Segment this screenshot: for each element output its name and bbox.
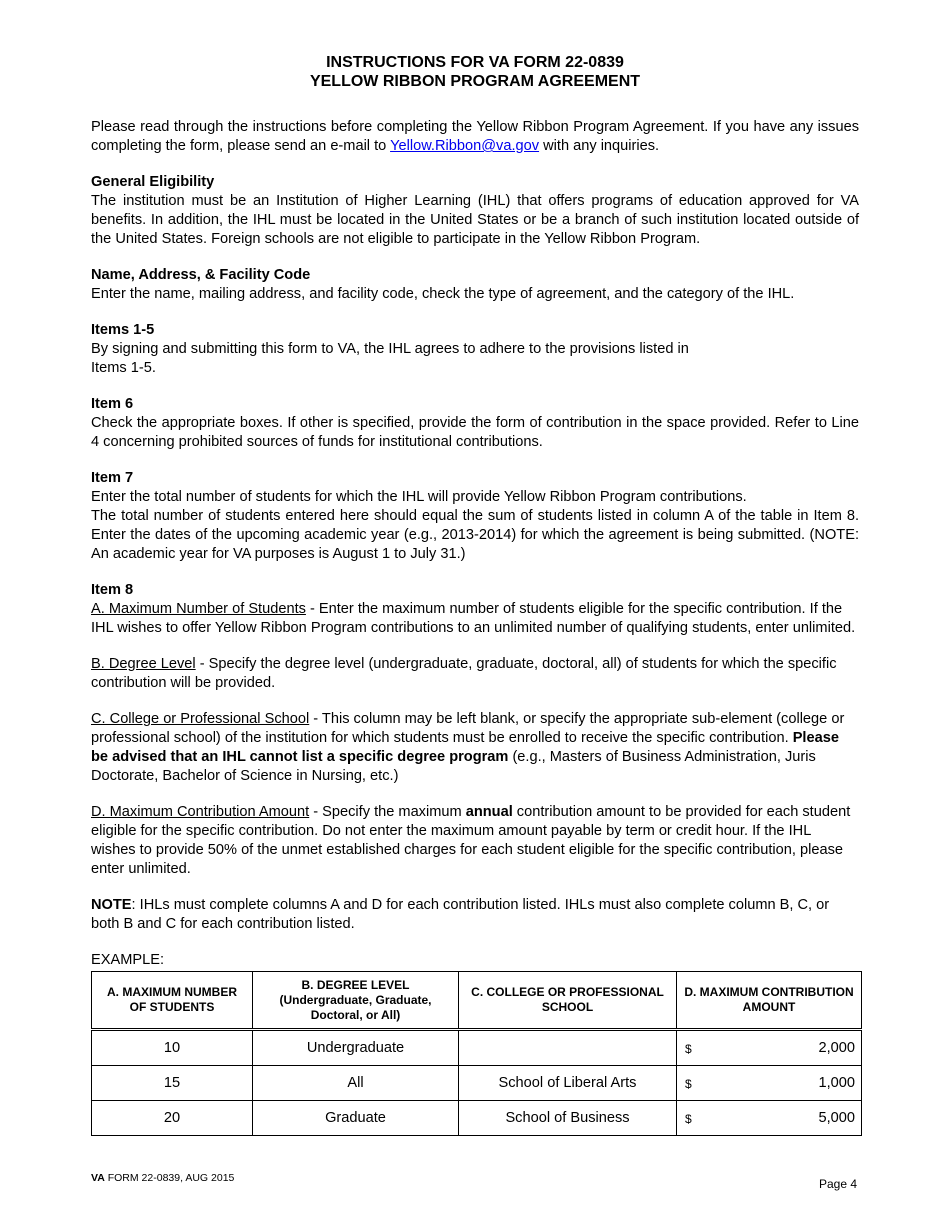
item6-text: Check the appropriate boxes. If other is specified, provide the form of contribution in the space provided. Refer to Line 4 concerning prohibited sources of funds for institutional contributions. [91,415,859,450]
item8-a-paragraph [91,600,859,638]
cell-amount [677,1030,862,1066]
example-table [91,971,862,1136]
cell-degree: Graduate [253,1101,459,1136]
amount-value: 1,000 [818,1075,855,1091]
cell-school [459,1030,677,1066]
items-1-5-line1: By signing and submitting this form to VA, the IHL agrees to adhere to the provisions listed in [91,341,689,357]
form-number-footer [91,1172,234,1184]
item8-a-label: A. Maximum Number of Students [91,601,306,617]
item8-d-paragraph [91,803,859,879]
note-text: : IHLs must complete columns A and D for each contribution listed. IHLs must also complete column B, C, or both B and C for each contribution listed. [91,897,830,932]
item8-b-label: B. Degree Level [91,656,196,672]
item8-c-bold: Please be advised that an IHL cannot list a specific degree program [91,730,839,765]
general-eligibility-heading: General Eligibility [91,174,215,190]
item8-d-text2: contribution amount to be provided for each student eligible for the specific contribution. Do not enter the maximum amount payable by term or credit hour. If the IHL wishes to provide 50% of the unmet established charges for each student eligible for the specific contribution, please enter unlimited. [91,804,851,877]
intro-text-end: with any inquiries. [539,138,660,154]
cell-students: 20 [92,1101,253,1136]
item8-c-text2: (e.g., Masters of Business Administration, Juris Doctorate, Bachelor of Science in Nursing, etc.) [91,749,816,784]
item8-d-bold: annual [465,804,513,820]
cell-school: School of Business [459,1101,677,1136]
instructions-page [91,53,859,1136]
item7-line1: Enter the total number of students for which the IHL will provide Yellow Ribbon Program contributions. [91,489,747,505]
item7-text: The total number of students entered here should equal the sum of students listed in column A of the table in Item 8. Enter the dates of the upcoming academic year (e.g., 2013-2014) for which the agreement is being submitted. (NOTE: An academic year for VA purposes is August 1 to July 31.) [91,508,859,562]
note-label: NOTE [91,897,132,913]
currency-symbol: $ [685,1077,692,1091]
form-number-rest: FORM 22-0839, AUG 2015 [104,1172,235,1184]
items-1-5-line2: Items 1-5. [91,360,156,376]
col-b-header: B. DEGREE LEVEL (Undergraduate, Graduate, Doctoral, or All) [253,972,459,1030]
form-number-bold: VA [91,1172,105,1184]
item8-c-text: - This column may be left blank, or specify the appropriate sub-element (college or professional school) of the institution for which students must be enrolled to receive the specific contribution. [91,711,845,746]
col-a-header: A. MAXIMUM NUMBER OF STUDENTS [92,972,253,1030]
item6-heading: Item 6 [91,396,134,412]
item8-a-text: - Enter the maximum number of students eligible for the specific contribution. If the IHL wishes to offer Yellow Ribbon Program contributions to an unlimited number of qualifying students, enter unlimited. [91,601,856,636]
cell-students: 10 [92,1030,253,1066]
items-1-5-heading: Items 1-5 [91,322,155,338]
intro-text: Please read through the instructions before completing the Yellow Ribbon Program Agreement. If you have any issues completing the form, please send an e-mail to [91,119,859,154]
cell-school: School of Liberal Arts [459,1066,677,1101]
item8-d-text: - Specify the maximum [309,804,466,820]
item8-b-text: - Specify the degree level (undergraduate, graduate, doctoral, all) of students for which the specific contribution will be provided. [91,656,837,691]
col-c-header: C. COLLEGE OR PROFESSIONAL SCHOOL [459,972,677,1030]
example-table-header-row [92,972,862,1030]
note-paragraph [91,896,859,934]
cell-students: 15 [92,1066,253,1101]
item8-b-paragraph [91,655,859,693]
item8-c-paragraph [91,710,859,786]
amount-value: 5,000 [818,1110,855,1126]
cell-degree: All [253,1066,459,1101]
col-d-header: D. MAXIMUM CONTRIBUTION AMOUNT [677,972,862,1030]
table-row [92,1030,862,1066]
table-row [92,1066,862,1101]
email-link[interactable]: Yellow.Ribbon@va.gov [390,138,540,154]
cell-degree: Undergraduate [253,1030,459,1066]
page-title-line2: YELLOW RIBBON PROGRAM AGREEMENT [309,73,641,90]
amount-value: 2,000 [818,1040,855,1056]
page-number: Page 4 [819,1177,858,1191]
general-eligibility-text: The institution must be an Institution of Higher Learning (IHL) that offers programs of education approved for VA benefits. In addition, the IHL must be located in the United States or be a branch of such institution located outside of the United States. Foreign schools are not eligible to participate in the Yellow Ribbon Program. [91,193,859,247]
page-title-line1: INSTRUCTIONS FOR VA FORM 22-0839 [326,54,624,71]
item8-heading: Item 8 [91,582,134,598]
name-address-text: Enter the name, mailing address, and facility code, check the type of agreement, and the category of the IHL. [91,286,795,302]
currency-symbol: $ [685,1042,692,1056]
cell-amount [677,1101,862,1136]
table-row [92,1101,862,1136]
item7-heading: Item 7 [91,470,134,486]
currency-symbol: $ [685,1112,692,1126]
item8-d-label: D. Maximum Contribution Amount [91,804,310,820]
example-label: EXAMPLE: [91,952,164,968]
name-address-heading: Name, Address, & Facility Code [91,267,311,283]
cell-amount [677,1066,862,1101]
intro-paragraph [91,118,859,156]
item8-c-label: C. College or Professional School [91,711,310,727]
